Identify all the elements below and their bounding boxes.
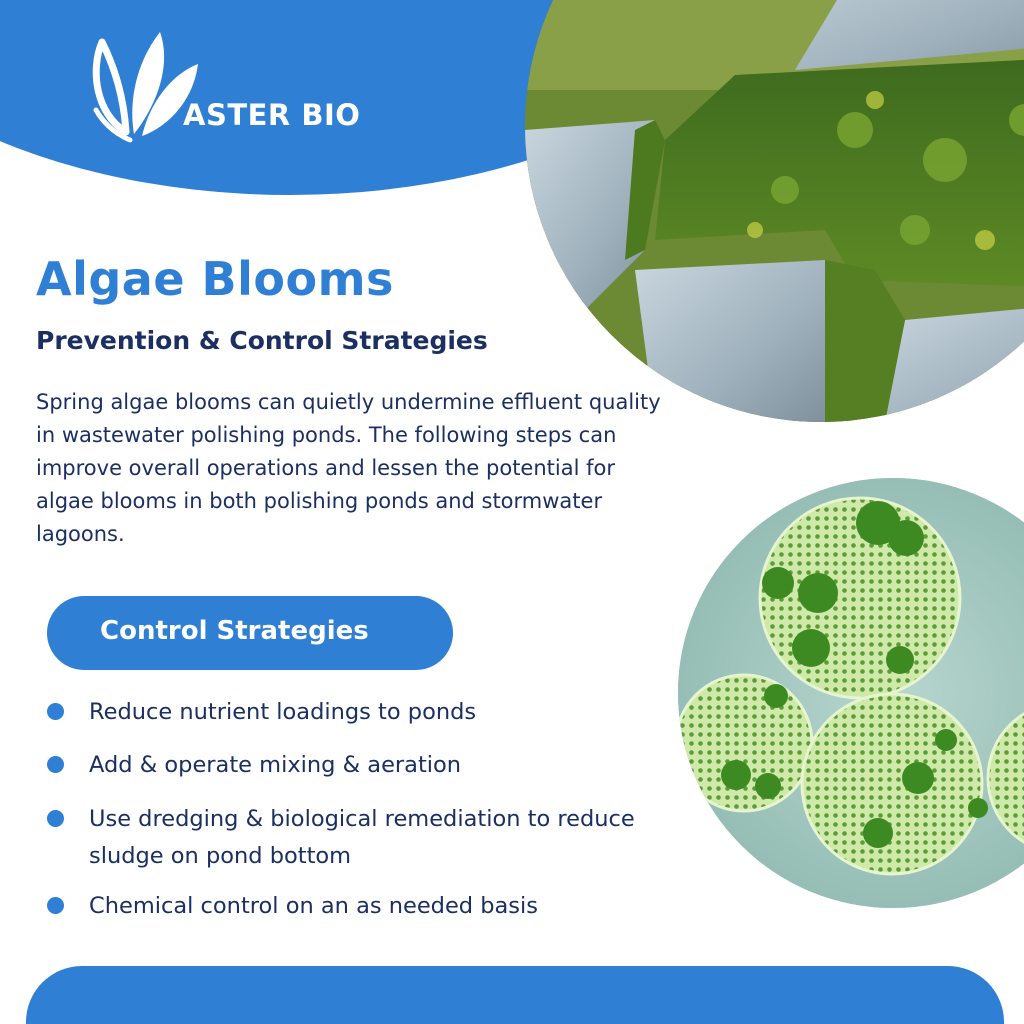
page-title: Algae Blooms: [36, 252, 394, 306]
strategy-text: Reduce nutrient loadings to ponds: [89, 699, 477, 725]
control-strategies-heading: Control Strategies: [100, 616, 369, 646]
bullet-icon: [47, 703, 64, 720]
aerial-ponds-photo: [525, 0, 1024, 422]
strategy-text: Use dredging & biological remediation to reduce sludge on pond bottom: [89, 806, 635, 869]
bullet-icon: [47, 810, 64, 827]
page-subtitle: Prevention & Control Strategies: [36, 326, 488, 355]
master-bio-logo: [90, 30, 390, 150]
control-strategies-badge: [47, 596, 453, 670]
bullet-icon: [47, 897, 64, 914]
strategy-text: Chemical control on an as needed basis: [89, 893, 539, 919]
logo-text: ASTER BIO: [183, 98, 361, 132]
aerial-ponds-image: [525, 0, 1024, 422]
bullet-icon: [47, 756, 64, 773]
algae-colonies-image: [678, 478, 1024, 908]
logo-leaf-icon: [90, 30, 200, 150]
intro-paragraph: Spring algae blooms can quietly undermine effluent quality in wastewater polishing ponds. The following steps can improve overall operations and lessen the potential for algae blooms in both polishing ponds and stormwater lagoons.: [36, 390, 661, 546]
strategy-text: Add & operate mixing & aeration: [89, 752, 462, 778]
algae-colonies-photo: [678, 478, 1024, 908]
footer-blue-bar: [26, 966, 1004, 1024]
